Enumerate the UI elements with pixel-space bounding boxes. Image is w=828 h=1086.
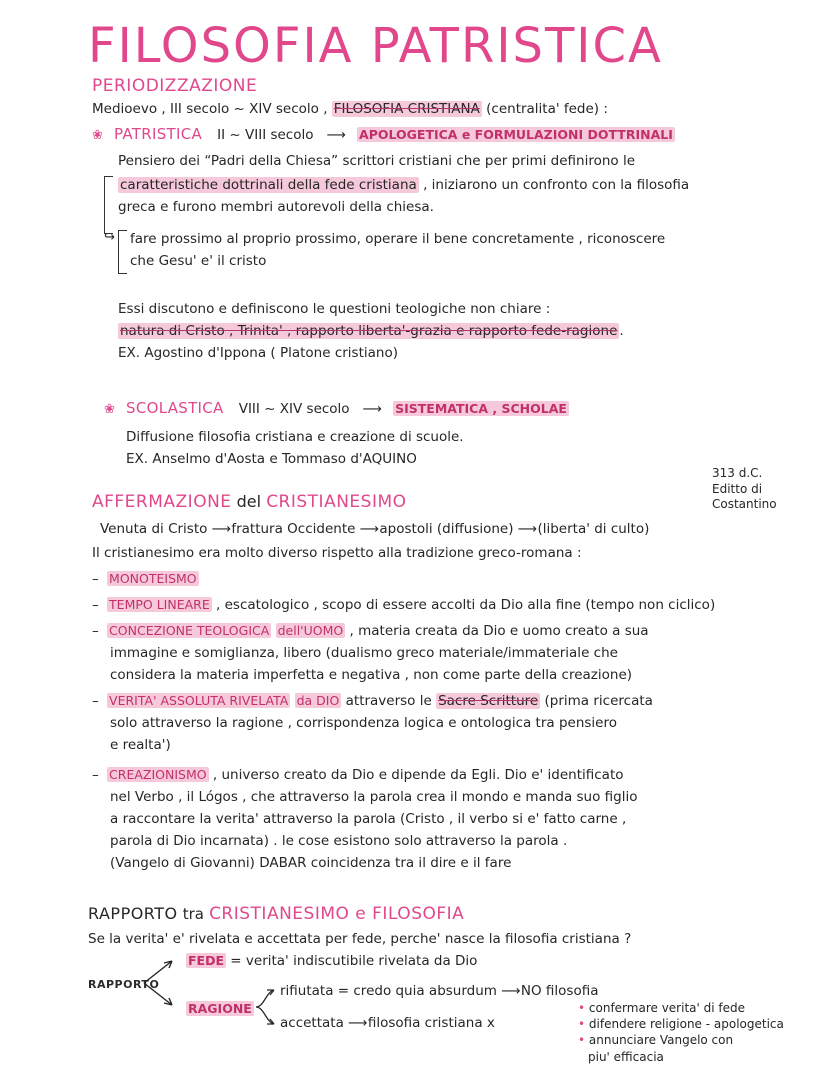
point-concezione-rest: , materia creata da Dio e uomo creato a sua [349, 623, 649, 639]
heading-rapporto-tra: tra [182, 905, 204, 923]
bullet-1-row [578, 1000, 784, 1016]
patristica-p4: fare prossimo al proprio prossimo, operare il bene concretamente , riconoscere [130, 231, 666, 247]
scolastica-p2: EX. Anselmo d'Aosta e Tommaso d'AQUINO [126, 451, 417, 467]
heading-affermazione-p1: AFFERMAZIONE [92, 492, 232, 512]
patristica-p6: Essi discutono e definiscono le questioni teologiche non chiare : [118, 301, 551, 317]
point-verita-strike: Sacre Scritture [438, 693, 539, 709]
note-editto-costantino [712, 466, 777, 513]
affermazione-chain [100, 520, 820, 540]
scolastica-result: SISTEMATICA , SCHOLAE [395, 401, 567, 416]
point-verita-rest: (prima ricercata [544, 693, 653, 709]
bullet-dot-3: • [578, 1033, 586, 1048]
note-line-2: Editto di [712, 481, 763, 496]
point-tempo-lineare-rest: , escatologico , scopo di essere accolti da Dio alla fine (tempo non ciclico) [216, 597, 716, 613]
bullet-2-row [578, 1016, 784, 1032]
patristica-p8: EX. Agostino d'Ippona ( Platone cristiano) [118, 345, 398, 361]
patristica-range: II ~ VIII secolo [217, 127, 314, 143]
point-creazionismo-rest: , universo creato da Dio e dipende da Egli. Dio e' identificato [212, 767, 624, 783]
dash-4: – [92, 693, 99, 709]
scolastica-row [104, 398, 804, 420]
point-creazionismo-key: CREAZIONISMO [109, 767, 207, 782]
point-verita-assoluta [92, 692, 828, 712]
patristica-p2-highlight: caratteristiche dottrinali della fede cristiana [120, 177, 417, 193]
patristica-p7-end: . [619, 323, 624, 339]
page-title: FILOSOFIA PATRISTICA [88, 18, 663, 74]
rapporto-ragione-key-wrap [186, 998, 254, 1017]
point-verita-key2: da DIO [296, 693, 340, 708]
point-verita-line-1: solo attraverso la ragione , corrispondenza logica e ontologica tra pensiero [110, 715, 617, 731]
patristica-label: PATRISTICA [114, 125, 203, 143]
flower-icon: ❀ [92, 128, 103, 143]
heading-rapporto [88, 904, 464, 924]
rapporto-bullets [578, 1000, 784, 1065]
point-tempo-lineare [92, 596, 812, 616]
point-concezione-line-2: considera la materia imperfetta e negativa , non come parte della creazione) [110, 667, 633, 683]
point-verita-pre: attraverso le [345, 693, 432, 709]
scolastica-p1: Diffusione filosofia cristiana e creazione di scuole. [126, 429, 464, 445]
periodizzazione-line1-text: Medioevo , III secolo ~ XIV secolo , [92, 101, 328, 117]
point-concezione-teologica [92, 622, 822, 642]
bullet-4: piu' efficacia [588, 1049, 664, 1064]
chain-arrow-3: ⟶ [517, 521, 538, 537]
heading-affermazione-del: del [236, 492, 262, 511]
chain-d: (liberta' di culto) [537, 521, 650, 537]
patristica-p5: che Gesu' e' il cristo [130, 253, 267, 269]
rapporto-ragione-opt2-arrow: ⟶ [348, 1015, 368, 1031]
periodizzazione-line1-end: (centralita' fede) : [486, 101, 608, 117]
rapporto-fede-text: = verita' indiscutibile rivelata da Dio [230, 953, 478, 969]
rapporto-ragione-opt2 [280, 1014, 495, 1034]
chain-arrow-1: ⟶ [211, 521, 232, 537]
patristica-result: APOLOGETICA e FORMULAZIONI DOTTRINALI [359, 127, 673, 142]
rapporto-ragione-opt2-text: accettata [280, 1015, 344, 1031]
point-concezione-line-1: immagine e somiglianza, libero (dualismo greco materiale/immateriale che [110, 645, 618, 661]
affermazione-intro: Il cristianesimo era molto diverso rispetto alla tradizione greco-romana : [92, 545, 582, 561]
patristica-p1: Pensiero dei “Padri della Chiesa” scrittori cristiani che per primi definirono le [118, 153, 636, 169]
dash-1: – [92, 571, 99, 587]
point-creazionismo-line-3: parola di Dio incarnata) . le cose esistono solo attraverso la parola . [110, 833, 568, 849]
point-monoteismo-key: MONOTEISMO [109, 571, 197, 586]
filosofia-cristiana-highlight: FILOSOFIA CRISTIANA [333, 101, 480, 117]
bullet-dot-1: • [578, 1001, 586, 1015]
chain-a: Venuta di Cristo [100, 521, 208, 537]
scolastica-label: SCOLASTICA [126, 399, 224, 417]
periodizzazione-line1 [92, 100, 752, 120]
rapporto-branch-arrows [142, 955, 192, 1015]
heading-rapporto-2: CRISTIANESIMO e FILOSOFIA [209, 904, 465, 924]
point-creazionismo-line-1: nel Verbo , il Lógos , che attraverso la parola crea il mondo e manda suo figlio [110, 789, 638, 805]
heading-affermazione-p2: CRISTIANESIMO [266, 492, 407, 512]
rapporto-ragione-key: RAGIONE [188, 1001, 252, 1016]
note-line-1: 313 d.C. [712, 466, 763, 480]
point-monoteismo [92, 570, 199, 590]
scolastica-arrow: ⟶ [362, 401, 381, 417]
note-line-3: Costantino [712, 497, 777, 512]
rapporto-label: RAPPORTO [88, 978, 160, 991]
dash-2: – [92, 597, 99, 613]
point-verita-key: VERITA' ASSOLUTA RIVELATA [109, 693, 289, 708]
rapporto-ragione-opt1-text: rifiutata = credo quia absurdum [280, 983, 497, 999]
heading-periodizzazione: PERIODIZZAZIONE [92, 76, 258, 96]
point-concezione-key: CONCEZIONE TEOLOGICA [109, 623, 270, 638]
bullet-3-row [578, 1032, 784, 1048]
questioni-teologiche-highlight: natura di Cristo , Trinita' , rapporto liberta'-grazia e rapporto fede-ragione [120, 323, 618, 339]
bracket-left-2 [118, 230, 127, 274]
patristica-row [92, 124, 792, 146]
ragione-branch-arrows [254, 982, 278, 1032]
rapporto-ragione-opt2-res: filosofia cristiana x [367, 1015, 495, 1031]
dash-3: – [92, 623, 99, 639]
chain-arrow-2: ⟶ [359, 521, 380, 537]
point-tempo-lineare-key: TEMPO LINEARE [109, 597, 210, 612]
bullet-4-row [578, 1049, 784, 1065]
point-concezione-key2: dell'UOMO [277, 623, 344, 638]
rapporto-fede [186, 952, 477, 972]
bullet-dot-2: • [578, 1017, 586, 1032]
point-creazionismo-line-4: (Vangelo di Giovanni) DABAR coincidenza tra il dire e il fare [110, 855, 512, 871]
heading-affermazione [92, 492, 407, 512]
dash-5: – [92, 767, 99, 783]
rapporto-ragione-opt1 [280, 982, 599, 1002]
rapporto-fede-key: FEDE [188, 953, 224, 968]
rapporto-ragione-opt1-res: NO filosofia [520, 983, 599, 999]
chain-b: frattura Occidente [231, 521, 356, 537]
rapporto-ragione-opt1-arrow: ⟶ [501, 983, 521, 999]
bullet-3: annunciare Vangelo con [588, 1033, 734, 1048]
patristica-p7 [118, 322, 818, 342]
patristica-arrow: ⟶ [326, 127, 344, 143]
bullet-1: confermare verita' di fede [588, 1001, 745, 1015]
bracket-left-1 [104, 176, 113, 234]
chain-c: apostoli (diffusione) [379, 521, 514, 537]
point-creazionismo-line-2: a raccontare la verita' attraverso la parola (Cristo , il verbo si e' fatto carne , [110, 811, 627, 827]
point-creazionismo [92, 766, 828, 786]
patristica-p3: greca e furono membri autorevoli della chiesa. [118, 199, 434, 215]
patristica-p2 [118, 176, 808, 196]
flower-icon-2: ❀ [104, 402, 115, 417]
scolastica-range: VIII ~ XIV secolo [238, 401, 350, 417]
rapporto-question: Se la verita' e' rivelata e accettata per fede, perche' nasce la filosofia cristiana ? [88, 931, 632, 947]
arrow-down-right-icon: ↪ [104, 230, 115, 245]
point-verita-line-2: e realta') [110, 737, 171, 753]
bullet-2: difendere religione - apologetica [588, 1017, 784, 1032]
heading-rapporto-1: RAPPORTO [88, 904, 178, 923]
patristica-p2-rest: , iniziarono un confronto con la filosofia [423, 177, 690, 193]
